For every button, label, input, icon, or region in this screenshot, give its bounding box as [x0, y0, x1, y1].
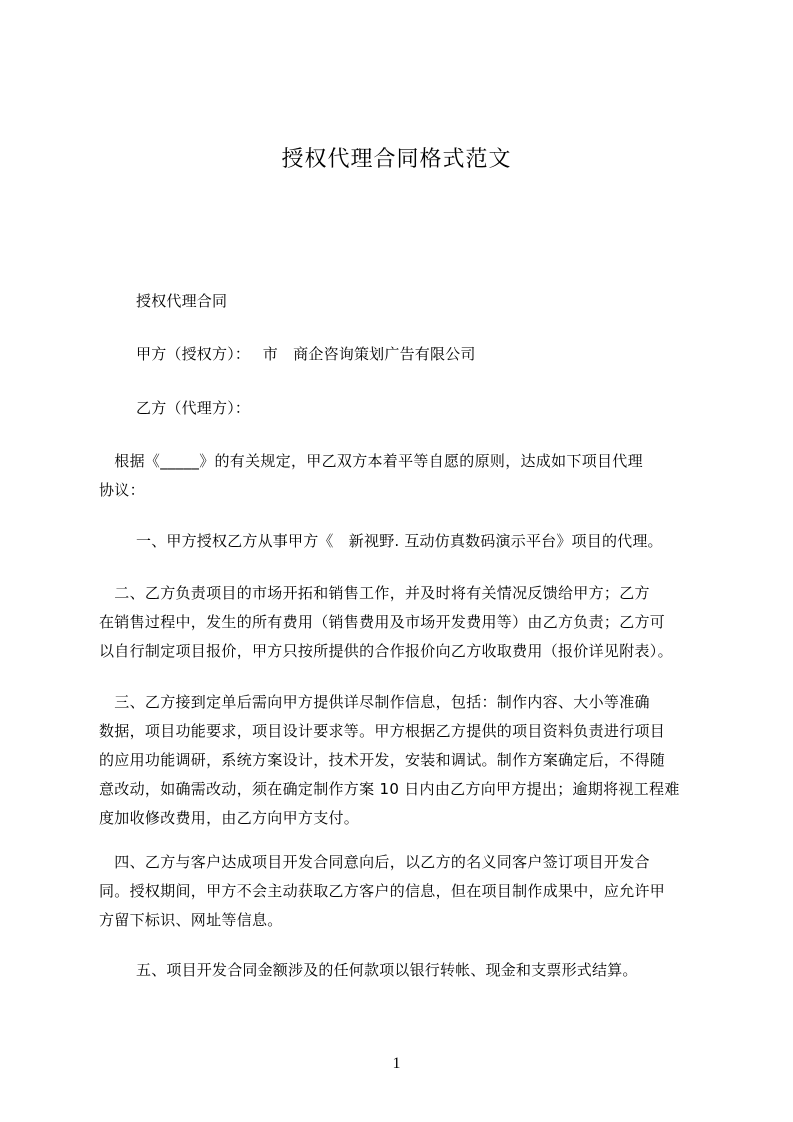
clause-3-line: 意改动，如确需改动，须在确定制作方案 10 日内由乙方向甲方提出；逾期将视工程难 — [99, 780, 680, 798]
clause-4-line: 方留下标识、网址等信息。 — [99, 911, 283, 929]
party-a: 甲方（授权方）： 市 商企咨询策划广告有限公司 — [136, 345, 476, 363]
clause-2-line: 以自行制定项目报价，甲方只按所提供的合作报价向乙方收取费用（报价详见附表）。 — [99, 642, 673, 660]
document-title: 授权代理合同格式范文 — [281, 147, 512, 172]
clause-3-line: 数据，项目功能要求，项目设计要求等。甲方根据乙方提供的项目资料负责进行项目 — [99, 722, 666, 740]
clause-3 — [99, 688, 699, 833]
clause-2-line: 在销售过程中，发生的所有费用（销售费用及市场开发费用等）由乙方负责；乙方可 — [99, 613, 666, 631]
clause-4-line: 同。授权期间，甲方不会主动获取乙方客户的信息，但在项目制作成果中，应允许甲 — [99, 882, 666, 900]
clause-3-line: 的应用功能调研，系统方案设计，技术开发，安装和调试。制作方案确定后，不得随 — [99, 751, 666, 769]
clause-5: 五、项目开发合同金额涉及的任何款项以银行转帐、现金和支票形式结算。 — [136, 961, 638, 979]
clause-3-line: 度加收修改费用，由乙方向甲方支付。 — [99, 809, 360, 827]
intro-line: 协议： — [99, 481, 145, 499]
clause-1: 一、甲方授权乙方从事甲方《 新视野. 互动仿真数码演示平台》项目的代理。 — [136, 532, 663, 550]
clause-2-line: 二、乙方负责项目的市场开拓和销售工作，并及时将有关情况反馈给甲方；乙方 — [99, 584, 650, 602]
clause-4 — [99, 848, 699, 935]
party-b: 乙方（代理方）： — [136, 399, 251, 417]
intro-line: 根据《_____》的有关规定，甲乙双方本着平等自愿的原则，达成如下项目代理 — [99, 452, 643, 470]
clause-4-line: 四、乙方与客户达成项目开发合同意向后，以乙方的名义同客户签订项目开发合 — [99, 853, 650, 871]
clause-2 — [99, 579, 699, 666]
clause-3-line: 三、乙方接到定单后需向甲方提供详尽制作信息，包括：制作内容、大小等准确 — [99, 693, 650, 711]
intro-paragraph — [99, 447, 699, 505]
page-number: 1 — [392, 1055, 401, 1072]
contract-subtitle: 授权代理合同 — [136, 292, 228, 310]
